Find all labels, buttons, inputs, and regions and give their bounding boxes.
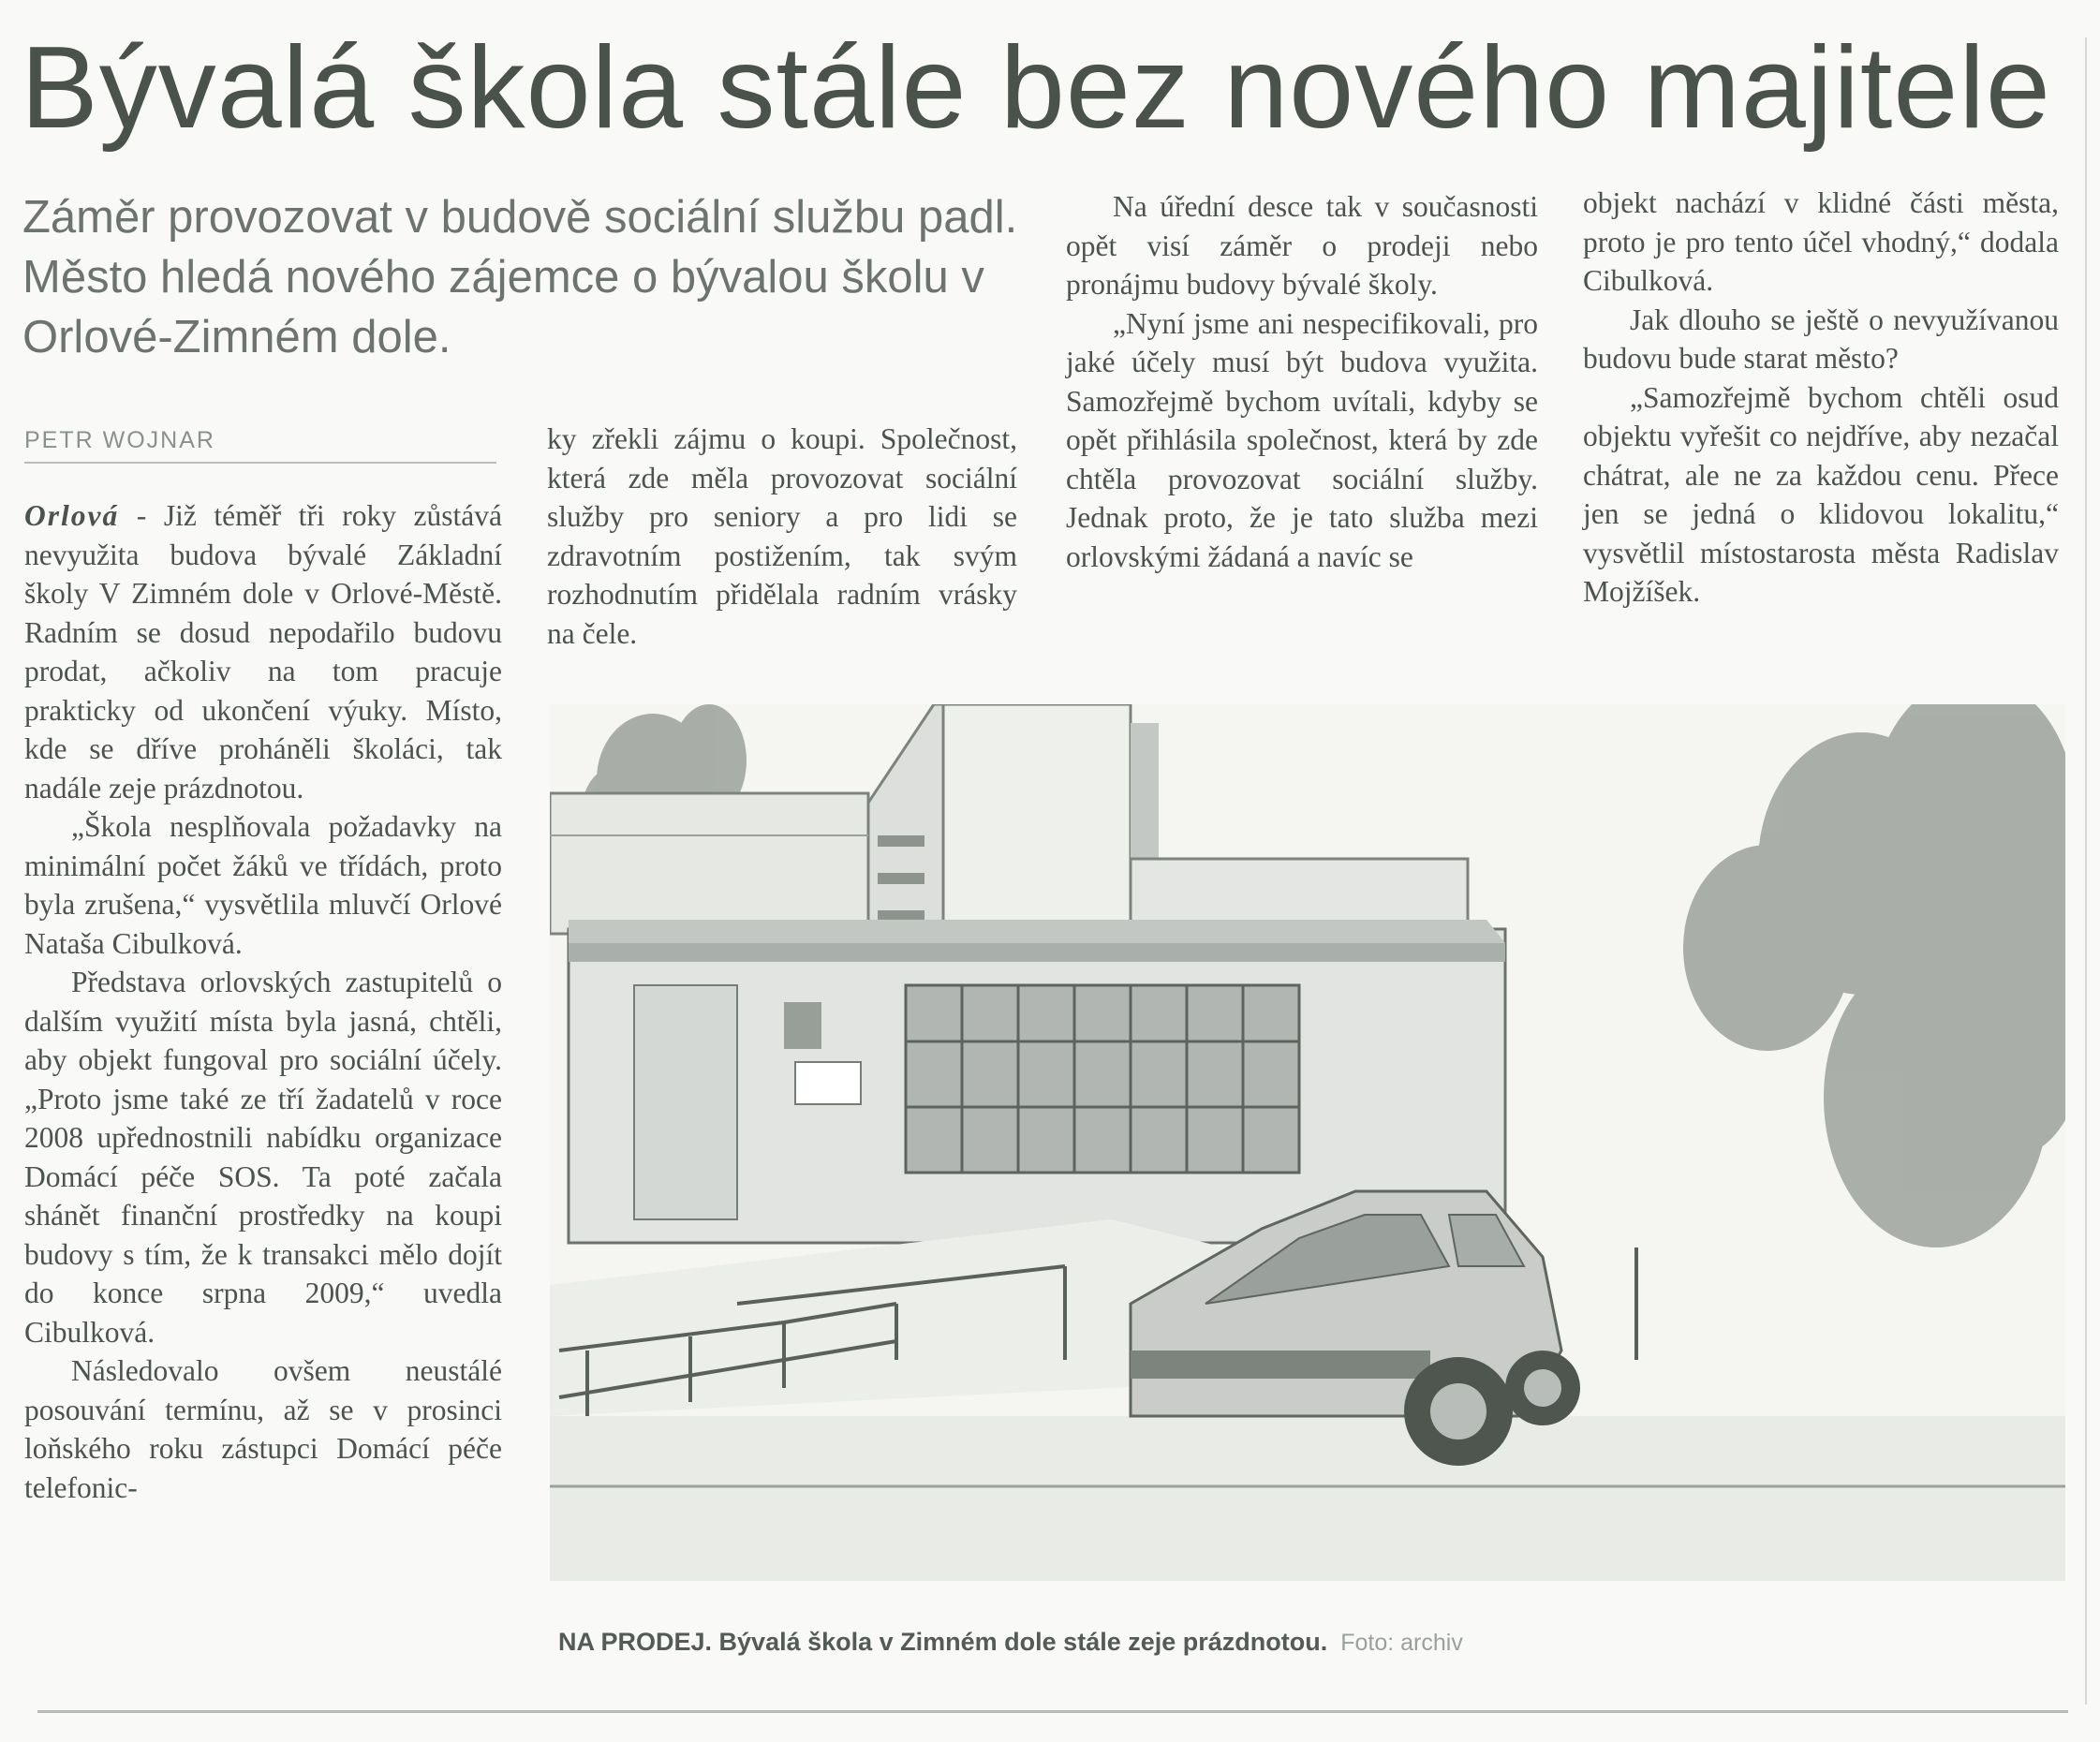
byline: PETR WOJNAR [24,427,496,464]
school-building-photo [550,704,2065,1581]
paragraph: „Samozřejmě bychom chtěli osud objektu vyřešit co nejdříve, aby nezačal chátrat, ale ne za každou cenu. Přece jen se jedná o klidovou lokalitu,“ vysvětlil místostarosta města Radislav Mojžíšek. [1583,380,2059,608]
headline: Bývalá škola stále bez nového majitele [21,23,2051,153]
photo-caption [558,1628,1463,1657]
caption-text: NA PRODEJ. Bývalá škola v Zimném dole stále zeje prázdnotou. [558,1628,1328,1656]
window-grid [906,985,1299,1173]
subheadline: Záměr provozovat v budově sociální službu padl. Město hledá nového zájemce o bývalou školu v Orlové-Zimném dole. [22,192,1018,362]
paragraph: Představa orlovských zastupitelů o dalším využití místa byla jasná, chtěli, aby objekt fungoval pro sociální účely. „Proto jsme také ze tří žadatelů v roce 2008 upřednostnili nabídku organizace Domácí péče SOS. Ta poté začala shánět finanční prostředky na koupi budovy s tím, že k transakci mělo dojít do konce srpna 2009,“ uvedla Cibulková. [24,966,502,1349]
footer-rule [37,1710,2068,1713]
dateline: Orlová [24,499,120,532]
paragraph [24,496,502,807]
paragraph: „Škola nesplňovala požadavky na minimální počet žáků ve třídách, proto byla zrušena,“ vysvětlila mluvčí Orlové Nataša Cibulková. [24,810,502,960]
article-column-1 [24,496,502,1507]
paragraph: Jak dlouho se ještě o nevyužívanou budovu bude starat město? [1583,303,2059,375]
school-building-illustration [550,704,2065,1581]
paragraph: ky zřekli zájmu o koupi. Společnost, která zde měla provozovat sociální služby pro seniory a pro lidi se zdravotním postižením, tak svým rozhodnutím přidělala radním vrásky na čele. [547,422,1017,650]
article-column-4 [1583,184,2059,612]
right-edge-rule [2085,37,2087,1705]
paragraph: Na úřední desce tak v současnosti opět visí záměr o prodeji nebo pronájmu budovy bývalé školy. [1066,190,1538,301]
paragraph-text: - Již téměř tři roky zůstává nevyužita budova bývalé Základní školy V Zimném dole v Orlové-Městě. Radním se dosud nepodařilo budovu prodat, ačkoliv na tom pracuje prakticky od ukončení výuky. Místo, kde se dříve proháněli školáci, tak nadále zeje prázdnotou. [24,499,502,805]
photo-credit: Foto: archiv [1340,1630,1463,1656]
article-column-3 [1066,187,1538,576]
article-column-2 [547,420,1017,653]
paragraph: objekt nachází v klidné části města, proto je pro tento účel vhodný,“ dodala Cibulková. [1583,186,2059,297]
paragraph: Následovalo ovšem neustálé posouvání termínu, až se v prosinci loňského roku zástupci Domácí péče telefonic- [24,1354,502,1504]
paragraph: „Nyní jsme ani nespecifikovali, pro jaké účely musí být budova využita. Samozřejmě bychom uvítali, kdyby se opět přihlásila společnost, která by zde chtěla provozovat sociální služby. Jednak proto, že je tato služba mezi orlovskými žádaná a navíc se [1066,306,1538,573]
